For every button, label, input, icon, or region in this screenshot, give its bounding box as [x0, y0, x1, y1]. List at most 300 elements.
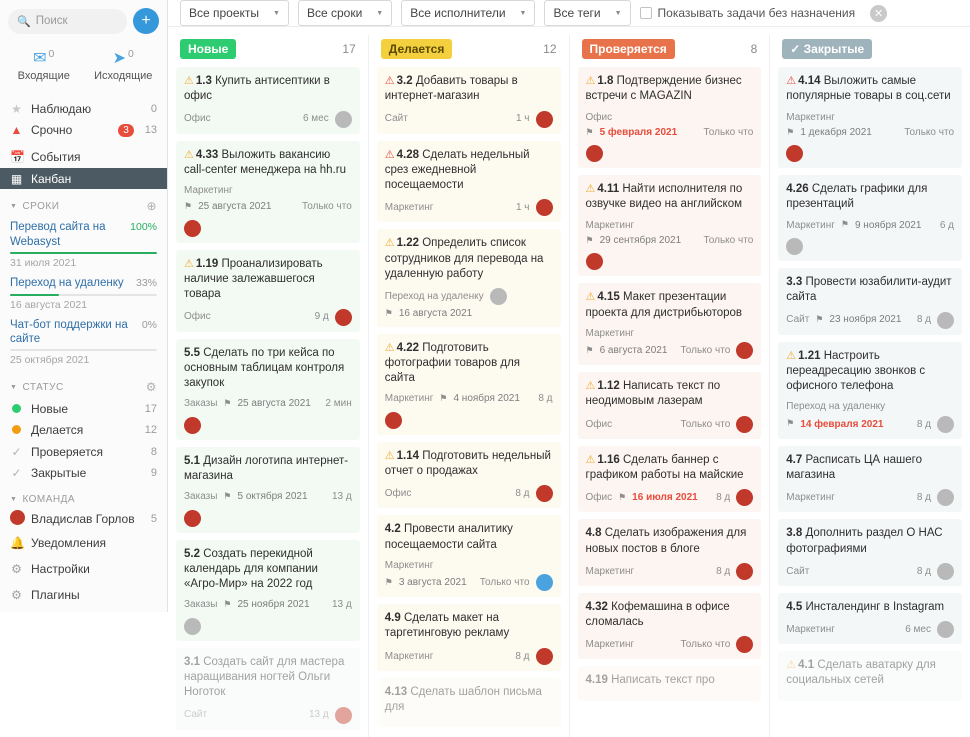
- gear-icon[interactable]: ⚙: [145, 380, 157, 395]
- task-card[interactable]: [176, 250, 360, 332]
- chevron-down-icon: ▼: [10, 383, 18, 391]
- board-columns: [168, 27, 970, 737]
- task-number: 1.22: [396, 237, 420, 250]
- task-due: 8 д: [916, 492, 931, 504]
- avatar: [490, 288, 507, 305]
- avatar: [184, 220, 201, 237]
- filter-label: Все теги: [553, 6, 601, 20]
- flag-icon: ⚑: [786, 418, 795, 429]
- task-card[interactable]: [578, 67, 762, 168]
- sidebar-item-label: Наблюдаю: [31, 101, 92, 116]
- status-label: Делается: [31, 423, 84, 438]
- task-due: Только что: [680, 345, 731, 357]
- task-number: 1.12: [597, 380, 620, 393]
- task-card[interactable]: [778, 342, 962, 439]
- task-number: 4.1: [798, 659, 815, 672]
- check-circle-icon: ✓: [11, 444, 22, 459]
- task-text: Выложить вакансию call-center менеджера на hh.ru: [184, 148, 346, 176]
- project-progress: 33%: [135, 277, 157, 290]
- avatar: [736, 342, 753, 359]
- board: [168, 0, 970, 721]
- task-title: [385, 148, 553, 194]
- column-header: [176, 35, 360, 67]
- task-text: Сделать изображения для новых постов в блоге: [585, 527, 747, 555]
- avatar: [536, 574, 553, 591]
- project-progress-bar: [10, 252, 157, 254]
- avatar: [937, 489, 954, 506]
- warning-icon: ⚠: [184, 75, 194, 87]
- warning-icon: ⚠: [384, 237, 395, 250]
- filter-projects[interactable]: [180, 0, 289, 26]
- task-number: 3.3: [786, 276, 803, 289]
- task-tag: Заказы: [184, 599, 218, 611]
- task-card[interactable]: [578, 593, 762, 660]
- task-card[interactable]: [377, 678, 561, 728]
- task-card[interactable]: [578, 372, 762, 439]
- task-text: Сделать шаблон письма для: [384, 685, 542, 713]
- task-tag: Сайт: [184, 709, 208, 721]
- task-date: 3 августа 2021: [398, 576, 467, 588]
- task-text: Купить антисептики в офис: [184, 75, 330, 103]
- sidebar-item-label: Срочно: [31, 123, 73, 138]
- task-title: [586, 526, 754, 557]
- task-date: 4 ноября 2021: [453, 393, 520, 405]
- task-text: Провести юзабилити-аудит сайта: [786, 276, 952, 304]
- task-title: [786, 275, 954, 306]
- task-text: Подтверждение бизнес встречи с MAGAZIN: [585, 75, 742, 103]
- task-tag: Маркетинг: [585, 639, 635, 651]
- search-input[interactable]: [8, 9, 127, 34]
- sidebar-item-watch[interactable]: [0, 98, 167, 119]
- task-tag: Переход на удаленку: [786, 401, 886, 413]
- task-tag: Маркетинг: [786, 219, 835, 231]
- task-due: 9 д: [314, 311, 329, 323]
- status-count: 8: [150, 445, 157, 458]
- project-item[interactable]: [0, 273, 167, 314]
- flag-icon: ⚑: [184, 201, 193, 212]
- status-count: 12: [144, 424, 157, 437]
- task-text: Найти исполнителя по озвучке видео на английском: [585, 183, 743, 211]
- task-card[interactable]: [377, 604, 561, 671]
- task-title: [184, 74, 352, 105]
- task-due: 2 мин: [325, 398, 352, 410]
- task-title: [184, 655, 352, 701]
- task-title: [786, 182, 954, 213]
- sidebar-status-doing[interactable]: [0, 420, 167, 441]
- task-due: 8 д: [916, 565, 931, 577]
- task-card[interactable]: [176, 67, 360, 134]
- warning-icon: ⚠: [786, 349, 797, 362]
- sidebar-item-label: Канбан: [31, 171, 72, 186]
- task-tag: Маркетинг: [786, 111, 835, 123]
- task-due: 13 д: [309, 709, 329, 721]
- team-member-name: Владислав Горлов: [31, 512, 135, 527]
- outbox-label: Исходящие: [94, 70, 153, 82]
- task-number: 3.8: [786, 527, 803, 540]
- task-card[interactable]: [778, 593, 962, 644]
- task-number: 4.32: [585, 600, 608, 613]
- avatar: [335, 707, 352, 724]
- task-title: [385, 449, 553, 480]
- task-title: [586, 379, 754, 410]
- task-card[interactable]: [578, 446, 762, 513]
- task-text: Дополнить раздел О НАС фотографиями: [786, 527, 943, 555]
- warning-icon: ⚠: [585, 75, 596, 87]
- task-text: Написать текст про: [611, 674, 715, 687]
- task-text: Выложить самые популярные товары в соц.сети: [786, 75, 951, 103]
- task-text: Проанализировать наличие залежавшегося товара: [184, 257, 323, 301]
- task-title: [786, 349, 954, 395]
- task-card[interactable]: [377, 515, 561, 597]
- task-card[interactable]: [377, 67, 561, 134]
- sidebar-item-settings[interactable]: [0, 556, 167, 582]
- project-progress: 0%: [141, 318, 157, 331]
- flag-icon: ⚑: [815, 314, 824, 325]
- task-date: 16 августа 2021: [398, 308, 473, 320]
- status-label: Закрытые: [31, 465, 87, 480]
- task-text: Подготовить фотографии товаров для сайта: [384, 341, 521, 385]
- sidebar-item-label: Настройки: [31, 562, 90, 576]
- task-title: [385, 522, 553, 553]
- task-due: 13 д: [332, 491, 352, 503]
- column-count: 17: [342, 42, 356, 56]
- task-text: Расписать ЦА нашего магазина: [786, 453, 922, 481]
- task-due: 8 д: [916, 314, 931, 326]
- task-number: 4.28: [396, 148, 420, 161]
- avatar: [736, 636, 753, 653]
- task-title: [184, 257, 352, 303]
- task-number: 1.19: [195, 257, 219, 270]
- task-date: 14 февраля 2021: [800, 418, 884, 430]
- warning-icon: ⚠: [585, 291, 596, 304]
- column-header: [377, 35, 561, 67]
- add-project-icon[interactable]: ⊕: [146, 199, 157, 214]
- task-due: Только что: [680, 418, 731, 430]
- task-tag: Сайт: [786, 565, 810, 577]
- avatar: [184, 417, 201, 434]
- alert-icon: ▲: [10, 123, 23, 138]
- task-number: 4.15: [597, 291, 620, 304]
- avatar: [10, 510, 23, 528]
- project-item[interactable]: [0, 315, 167, 371]
- task-number: 4.11: [597, 183, 620, 196]
- avatar: [536, 199, 553, 216]
- column-title: ✓ Закрытые: [782, 39, 872, 59]
- task-number: 3.2: [396, 75, 413, 87]
- warning-icon: ⚠: [384, 341, 395, 354]
- search-row: [0, 0, 167, 42]
- task-text: Сделать по три кейса по основным таблицам контроля закупок: [184, 346, 345, 390]
- task-due: 8 д: [916, 418, 931, 430]
- task-title: [385, 74, 553, 105]
- task-card[interactable]: [176, 648, 360, 730]
- section-team[interactable]: [0, 484, 167, 509]
- task-number: 4.14: [798, 75, 821, 87]
- flag-icon: ⚑: [618, 491, 627, 502]
- sidebar-item-notifications[interactable]: [0, 530, 167, 556]
- column-new: [168, 35, 368, 737]
- task-tag: Маркетинг: [585, 327, 635, 339]
- task-title: [586, 74, 754, 105]
- avatar: [937, 563, 954, 580]
- warning-icon: ⚠: [585, 453, 596, 466]
- task-date: 5 февраля 2021: [599, 126, 678, 138]
- section-label: СТАТУС: [22, 381, 64, 393]
- task-due: Только что: [703, 126, 754, 138]
- show-unassigned-toggle[interactable]: [640, 6, 856, 20]
- avatar: [536, 111, 553, 128]
- avatar: [385, 412, 402, 429]
- task-due: Только что: [301, 201, 352, 213]
- task-due: 8 д: [538, 393, 553, 405]
- task-card[interactable]: [176, 540, 360, 641]
- task-text: Сделать макет на таргетинговую рекламу: [384, 612, 510, 640]
- task-tag: Заказы: [184, 491, 218, 503]
- column-review: [569, 35, 770, 737]
- task-title: [385, 611, 553, 642]
- project-item[interactable]: [0, 217, 167, 273]
- warning-icon: ⚠: [585, 380, 596, 393]
- task-card[interactable]: [778, 651, 962, 701]
- avatar: [736, 563, 753, 580]
- task-number: 4.19: [585, 674, 608, 687]
- filter-label: Все сроки: [306, 6, 363, 20]
- task-due: 6 д: [939, 219, 954, 231]
- section-deadlines[interactable]: [0, 189, 167, 217]
- chevron-down-icon: ▼: [519, 9, 527, 17]
- status-label: Новые: [31, 401, 69, 416]
- task-card[interactable]: [778, 519, 962, 586]
- task-card[interactable]: [778, 446, 962, 513]
- card-list: [176, 67, 360, 737]
- task-title: [586, 182, 754, 213]
- task-tag: Переход на удаленку: [384, 291, 484, 303]
- task-title: [184, 346, 352, 392]
- filter-label: Все проекты: [189, 6, 260, 20]
- task-title: [786, 74, 954, 105]
- task-title: [586, 600, 754, 631]
- task-title: [385, 685, 553, 716]
- card-list: [578, 67, 762, 737]
- flag-icon: ⚑: [585, 234, 594, 245]
- task-text: Написать текст по неодимовым лазерам: [585, 380, 721, 408]
- column-count: 8: [750, 42, 758, 56]
- task-tag: Офис: [184, 311, 211, 323]
- filter-deadlines[interactable]: [298, 0, 392, 26]
- task-number: 1.8: [597, 75, 614, 87]
- sidebar-item-urgent[interactable]: [0, 119, 167, 140]
- project-date: 31 июля 2021: [10, 257, 77, 270]
- task-text: Определить список сотрудников для перевода на удаленную работу: [384, 237, 544, 280]
- urgent-badge: 3: [118, 124, 134, 137]
- task-card[interactable]: [778, 175, 962, 261]
- add-task-button[interactable]: +: [133, 8, 159, 34]
- task-date: 1 декабря 2021: [800, 126, 872, 138]
- sidebar-item-plugins[interactable]: [0, 582, 167, 608]
- avatar: [937, 416, 954, 433]
- outbox-button[interactable]: [84, 44, 164, 88]
- clear-filters-icon[interactable]: ✕: [870, 5, 887, 22]
- filter-assignees[interactable]: [401, 0, 535, 26]
- task-card[interactable]: [778, 67, 962, 168]
- task-card[interactable]: [176, 447, 360, 533]
- task-title: [786, 526, 954, 557]
- project-name: Чат-бот поддержки на сайте: [10, 318, 128, 345]
- warning-icon: ⚠: [384, 148, 395, 161]
- warning-icon: ⚠: [384, 449, 395, 462]
- avatar: [184, 618, 201, 635]
- task-card[interactable]: [578, 519, 762, 586]
- task-card[interactable]: [377, 334, 561, 435]
- warning-icon: ⚠: [384, 75, 395, 87]
- task-card[interactable]: [778, 268, 962, 335]
- task-tag: Маркетинг: [585, 219, 635, 231]
- task-tag: Офис: [585, 111, 613, 123]
- flag-icon: ⚑: [384, 307, 393, 318]
- sidebar-item-events[interactable]: [0, 147, 167, 168]
- task-due: 6 мес: [905, 623, 931, 635]
- task-number: 4.33: [195, 148, 219, 161]
- check-circle-icon: ✓: [11, 465, 22, 480]
- task-number: 3.1: [184, 655, 200, 668]
- project-progress: 100%: [130, 221, 157, 234]
- task-card[interactable]: [578, 666, 762, 700]
- task-due: 8 д: [515, 488, 530, 500]
- task-date: 23 ноября 2021: [829, 314, 902, 326]
- task-text: Добавить товары в интернет-магазин: [384, 75, 518, 103]
- task-card[interactable]: [578, 283, 762, 365]
- task-due: 6 мес: [302, 113, 329, 125]
- team-member-count: 5: [150, 513, 157, 526]
- warning-icon: ⚠: [184, 257, 194, 270]
- task-tag: Маркетинг: [184, 185, 233, 197]
- flag-icon: ⚑: [585, 126, 594, 137]
- kanban-icon: ▦: [10, 171, 23, 186]
- section-status[interactable]: [0, 370, 167, 398]
- column-title: Новые: [180, 39, 236, 59]
- chevron-down-icon: ▼: [376, 9, 384, 17]
- card-list: [778, 67, 962, 737]
- task-tag: Заказы: [184, 398, 218, 410]
- task-text: Создать сайт для мастера наращивания ногтей Ольги Ноготок: [184, 655, 345, 699]
- task-title: [786, 658, 954, 689]
- avatar: [335, 111, 352, 128]
- chevron-down-icon: ▼: [273, 9, 280, 17]
- warning-icon: ⚠: [786, 75, 797, 87]
- task-date: 25 августа 2021: [237, 398, 311, 410]
- checkbox-label: Показывать задачи без назначения: [657, 6, 856, 20]
- task-tag: Офис: [585, 492, 613, 504]
- task-due: 1 ч: [515, 202, 530, 214]
- task-due: Только что: [703, 235, 754, 247]
- avatar: [335, 309, 352, 326]
- warning-icon: ⚠: [585, 183, 596, 196]
- mail-counters: [0, 42, 167, 94]
- task-title: [184, 454, 352, 485]
- flag-icon: ⚑: [384, 576, 393, 587]
- warning-icon: ⚠: [184, 148, 194, 161]
- flag-icon: ⚑: [439, 393, 448, 404]
- column-doing: [368, 35, 569, 737]
- avatar: [586, 145, 603, 162]
- task-tag: Маркетинг: [786, 492, 835, 504]
- task-number: 5.2: [184, 547, 200, 560]
- column-closed: [769, 35, 970, 737]
- task-number: 4.2: [384, 523, 401, 536]
- project-date: 25 октября 2021: [10, 354, 90, 367]
- plugin-icon: ⚙: [11, 588, 22, 602]
- task-text: Провести аналитику посещаемости сайта: [384, 523, 513, 551]
- task-card[interactable]: [377, 442, 561, 509]
- sidebar-item-kanban[interactable]: [0, 168, 167, 189]
- filter-tags[interactable]: [544, 0, 630, 26]
- inbox-label: Входящие: [17, 70, 70, 82]
- task-title: [586, 453, 754, 484]
- checkbox[interactable]: [640, 7, 652, 19]
- sidebar-item-count: 13: [144, 124, 157, 137]
- task-card[interactable]: [176, 141, 360, 243]
- gear-icon: ⚙: [11, 562, 22, 576]
- task-text: Сделать аватарку для социальных сетей: [786, 659, 936, 687]
- status-label: Проверяется: [31, 444, 104, 459]
- task-title: [184, 148, 352, 179]
- toolbar: [168, 0, 970, 27]
- sidebar-item-label: События: [31, 150, 81, 165]
- task-card[interactable]: [377, 229, 561, 326]
- warning-icon: ⚠: [786, 659, 797, 672]
- flag-icon: ⚑: [840, 219, 849, 230]
- task-date: 25 ноября 2021: [237, 599, 310, 611]
- project-name: Переход на удаленку: [10, 277, 124, 290]
- task-title: [786, 600, 954, 615]
- sidebar-status-closed[interactable]: [0, 462, 167, 483]
- task-tag: Сайт: [786, 314, 810, 326]
- avatar: [736, 416, 753, 433]
- inbox-button[interactable]: [4, 44, 84, 88]
- column-header: [778, 35, 962, 67]
- task-tag: Маркетинг: [384, 202, 434, 214]
- sidebar-item-label: Уведомления: [31, 536, 107, 550]
- task-card[interactable]: [377, 141, 561, 223]
- task-text: Подготовить недельный отчет о продажах: [384, 449, 551, 477]
- sidebar-team-member[interactable]: [0, 509, 167, 530]
- sidebar-status-new[interactable]: [0, 398, 167, 419]
- calendar-icon: 📅: [10, 150, 25, 165]
- task-number: 4.9: [384, 612, 401, 625]
- task-tag: Маркетинг: [585, 565, 635, 577]
- status-dot-icon: [10, 402, 23, 416]
- sidebar-status-review[interactable]: [0, 441, 167, 462]
- task-tag: Сайт: [384, 113, 408, 125]
- flag-icon: ⚑: [223, 599, 232, 610]
- task-tag: Маркетинг: [384, 393, 434, 405]
- task-card[interactable]: [176, 339, 360, 440]
- task-tag: Офис: [585, 418, 613, 430]
- project-progress-bar: [10, 349, 157, 351]
- chevron-down-icon: ▼: [614, 9, 622, 17]
- flag-icon: ⚑: [585, 344, 594, 355]
- task-number: 4.22: [396, 341, 420, 354]
- task-number: 5.1: [184, 454, 200, 467]
- task-due: Только что: [904, 126, 954, 138]
- task-title: [385, 341, 553, 387]
- task-text: Сделать графики для презентаций: [786, 183, 928, 211]
- task-date: 29 сентября 2021: [599, 235, 682, 247]
- avatar: [536, 648, 553, 665]
- task-card[interactable]: [578, 175, 762, 276]
- avatar: [786, 145, 803, 162]
- task-due: 1 ч: [515, 113, 530, 125]
